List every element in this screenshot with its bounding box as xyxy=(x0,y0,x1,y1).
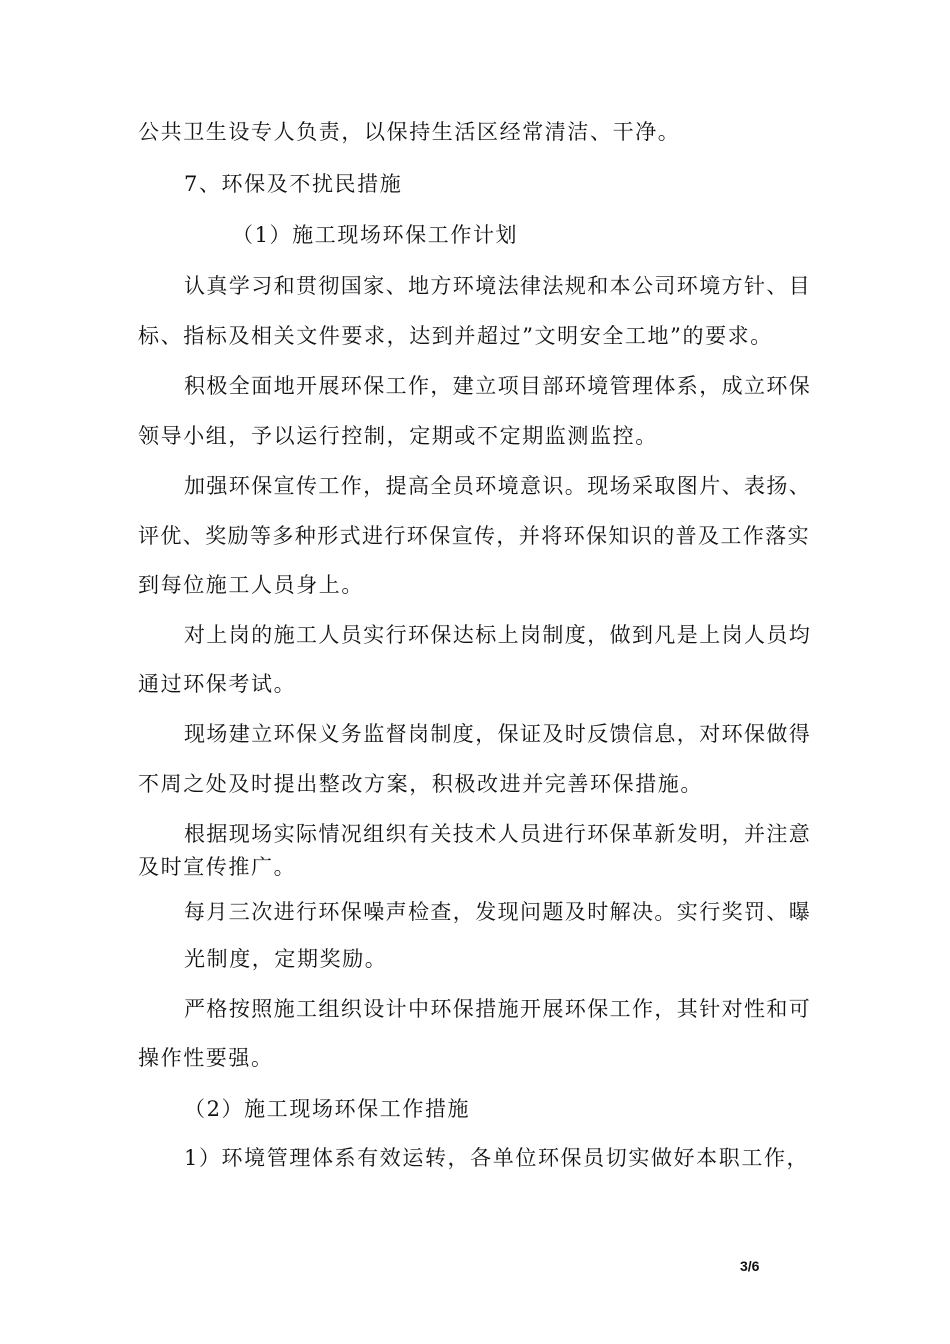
paragraph-line: 现场建立环保义务监督岗制度，保证及时反馈信息，对环保做得 xyxy=(184,722,812,746)
paragraph-line: 加强环保宣传工作，提高全员环境意识。现场采取图片、表扬、 xyxy=(184,474,812,498)
page-number: 3/6 xyxy=(740,1258,760,1274)
paragraph-line: 评优、奖励等多种形式进行环保宣传，并将环保知识的普及工作落实 xyxy=(138,524,810,548)
subsection-heading: （1）施工现场环保工作计划 xyxy=(232,223,519,247)
section-heading: 7、环保及不扰民措施 xyxy=(184,172,403,196)
paragraph-line: 操作性要强。 xyxy=(138,1046,274,1070)
paragraph-line: 认真学习和贯彻国家、地方环境法律法规和本公司环境方针、目 xyxy=(184,274,812,298)
text-line: 公共卫生设专人负责，以保持生活区经常清洁、干净。 xyxy=(138,120,681,144)
paragraph-line: 标、指标及相关文件要求，达到并超过”文明安全工地”的要求。 xyxy=(138,324,773,348)
paragraph-line: 领导小组，予以运行控制，定期或不定期监测监控。 xyxy=(138,424,658,448)
paragraph-line: 到每位施工人员身上。 xyxy=(138,573,364,597)
paragraph-line: 及时宣传推广。 xyxy=(138,855,297,879)
paragraph-line: 积极全面地开展环保工作，建立项目部环境管理体系，成立环保 xyxy=(184,374,812,398)
paragraph-line: 对上岗的施工人员实行环保达标上岗制度，做到凡是上岗人员均 xyxy=(184,623,812,647)
paragraph-line: 根据现场实际情况组织有关技术人员进行环保革新发明，并注意 xyxy=(184,822,812,846)
paragraph-line: 每月三次进行环保噪声检查，发现问题及时解决。实行奖罚、曝 xyxy=(184,900,812,924)
paragraph-line: 不周之处及时提出整改方案，积极改进并完善环保措施。 xyxy=(138,772,703,796)
paragraph-line: 光制度，定期奖励。 xyxy=(184,947,388,971)
paragraph-line: 1）环境管理体系有效运转，各单位环保员切实做好本职工作， xyxy=(184,1146,810,1170)
paragraph-line: 通过环保考试。 xyxy=(138,672,297,696)
subsection-heading: （2）施工现场环保工作措施 xyxy=(184,1097,471,1121)
paragraph-line: 严格按照施工组织设计中环保措施开展环保工作，其针对性和可 xyxy=(184,997,812,1021)
